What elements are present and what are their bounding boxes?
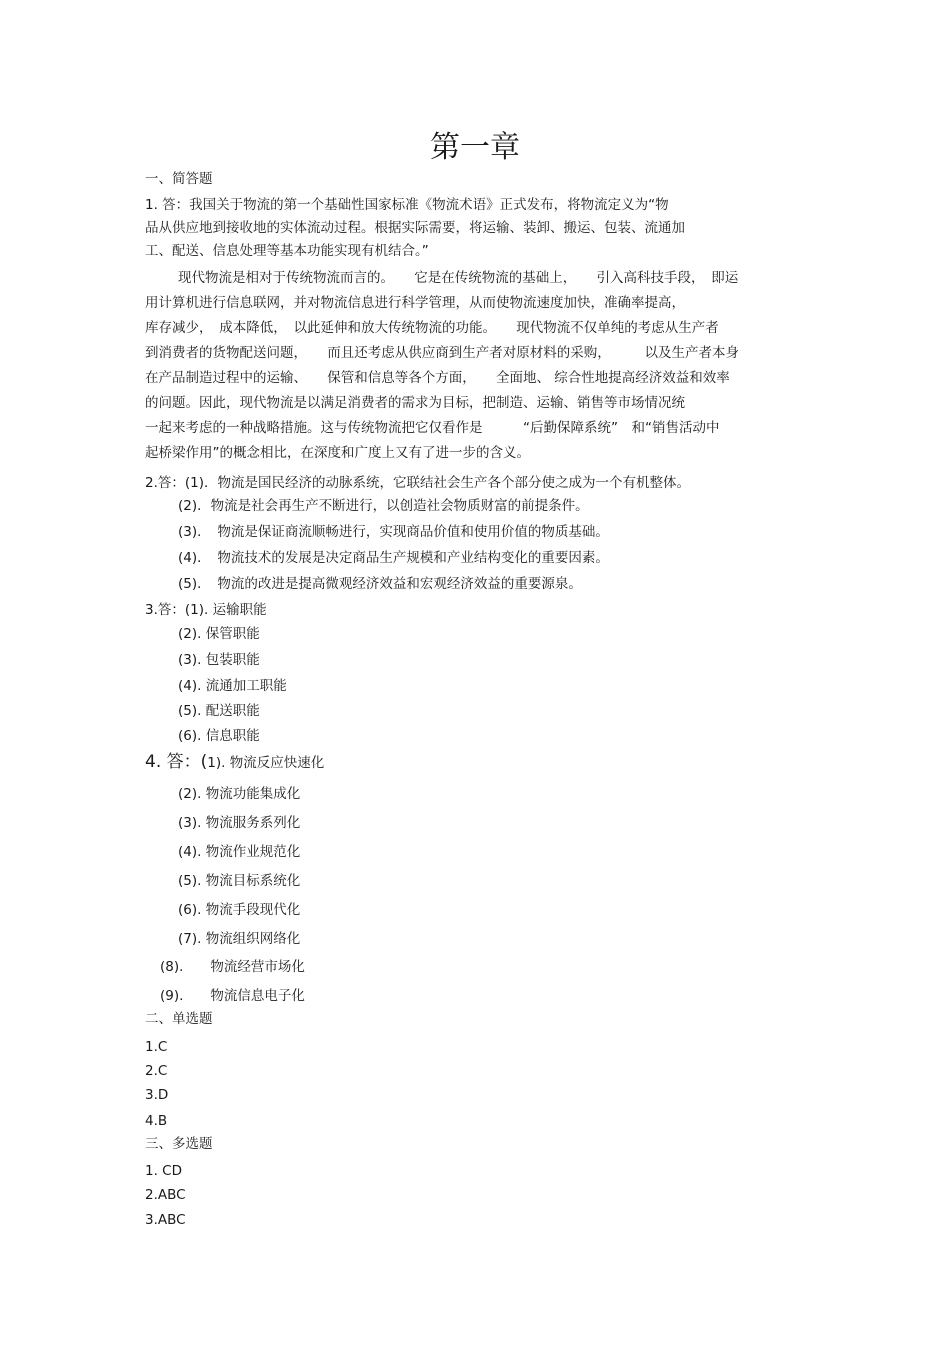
section-heading: 二、单选题 (145, 1011, 213, 1027)
section-heading: 一、简答题 (145, 171, 213, 187)
q4-line: (6). 物流手段现代化 (178, 902, 301, 918)
q2-line: (5)． 物流的改进是提高微观经济效益和宏观经济效益的重要源泉。 (178, 576, 582, 592)
answer-item: 1.C (145, 1039, 168, 1055)
q2-line: (4)． 物流技术的发展是决定商品生产规模和产业结构变化的重要因素。 (178, 550, 609, 566)
answer-item: 4.B (145, 1113, 168, 1129)
q3-line: (2). 保管职能 (178, 626, 260, 642)
answer-item: 3.D (145, 1087, 169, 1103)
q4-line: (4). 物流作业规范化 (178, 844, 301, 860)
q3-line: (5). 配送职能 (178, 703, 260, 719)
q1-line: 用计算机进行信息联网，并对物流信息进行科学管理，从而使物流速度加快，准确率提高， (145, 295, 685, 311)
q1-line: 1. 答：我国关于物流的第一个基础性国家标准《物流术语》正式发布，将物流定义为“物 (145, 197, 669, 213)
q4-first-item: 1). 物流反应快速化 (207, 755, 325, 771)
q1-line: 一起来考虑的一种战略措施。这与传统物流把它仅看作是 “后勤保障系统” 和“销售活动中 (145, 420, 720, 436)
q1-line: 库存减少， 成本降低， 以此延伸和放大传统物流的功能。 现代物流不仅单纯的考虑从生产者 (145, 320, 719, 336)
q4-lead: 4. 答：( (145, 752, 208, 772)
answer-item: 3.ABC (145, 1212, 186, 1228)
answer-item: 2.ABC (145, 1187, 186, 1203)
q1-line: 品从供应地到接收地的实体流动过程。根据实际需要，将运输、装卸、搬运、包装、流通加 (145, 220, 685, 236)
q2-line: 2.答：(1)．物流是国民经济的动脉系统，它联结社会生产各个部分使之成为一个有机整体。 (145, 475, 691, 491)
q1-line: 的问题。因此，现代物流是以满足消费者的需求为目标，把制造、运输、销售等市场情况统 (145, 395, 685, 411)
q3-line: (4). 流通加工职能 (178, 678, 287, 694)
q4-line: (7). 物流组织网络化 (178, 931, 301, 947)
q4-line: (2). 物流功能集成化 (178, 786, 301, 802)
section-heading: 三、多选题 (145, 1136, 213, 1152)
answer-item: 1. CD (145, 1163, 182, 1179)
q4-line: (5). 物流目标系统化 (178, 873, 301, 889)
q1-line: 现代物流是相对于传统物流而言的。 它是在传统物流的基础上， 引入高科技手段， 即运 (178, 270, 739, 286)
answer-item: 2.C (145, 1063, 168, 1079)
q1-line: 在产品制造过程中的运输、 保管和信息等各个方面， 全面地、 综合性地提高经济效益和效率 (145, 370, 730, 386)
q3-line: 3.答：(1). 运输职能 (145, 602, 267, 618)
q4-line: (8). 物流经营市场化 (160, 959, 305, 975)
q1-line: 工、配送、信息处理等基本功能实现有机结合。” (145, 243, 429, 259)
q4-line (145, 753, 324, 772)
q4-line: (9). 物流信息电子化 (160, 988, 305, 1004)
q1-line: 到消费者的货物配送问题， 而且还考虑从供应商到生产者对原材料的采购， 以及生产者本身 (145, 345, 739, 361)
q1-line: 起桥梁作用”的概念相比，在深度和广度上又有了进一步的含义。 (145, 445, 530, 461)
page-title: 第一章 (430, 130, 520, 165)
q2-line: (2)．物流是社会再生产不断进行，以创造社会物质财富的前提条件。 (178, 498, 589, 514)
q2-line: (3)． 物流是保证商流顺畅进行，实现商品价值和使用价值的物质基础。 (178, 524, 609, 540)
q3-line: (6). 信息职能 (178, 728, 260, 744)
q4-line: (3). 物流服务系列化 (178, 815, 301, 831)
q3-line: (3). 包装职能 (178, 652, 260, 668)
